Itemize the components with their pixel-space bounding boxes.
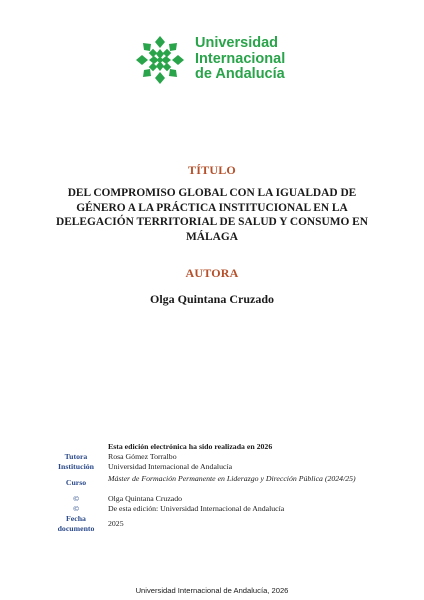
meta-value-fecha: 2025 [108,519,124,528]
title-label: TÍTULO [188,163,236,177]
thesis-title: DEL COMPROMISO GLOBAL CON LA IGUALDAD DE GÉNERO A LA PRÁCTICA INSTITUCIONAL EN LA DELEGACIÓN TERRITORIAL DE SALUD Y CONSUMO EN MÁLAGA [55,187,369,243]
meta-value-curso: Máster de Formación Permanente en Liderazgo y Dirección Pública (2024/25) [108,474,356,483]
author-label: AUTORA [185,266,239,280]
author-name: Olga Quintana Cruzado [149,292,275,306]
meta-value-copyright-edition: De esta edición: Universidad Internacional de Andalucía [108,504,285,513]
page-footer: Universidad Internacional de Andalucía, 2026 [135,586,289,595]
logo-line-3: de Andalucía [195,66,285,82]
university-name [195,36,285,83]
university-logo [134,33,294,85]
meta-key-fecha: Fecha documento [57,514,95,533]
meta-value-tutora: Rosa Gómez Torralbo [108,452,177,461]
meta-key-curso: Curso [65,478,87,487]
university-emblem-icon [134,34,186,86]
meta-key-copyright-edition: © [73,504,79,513]
meta-value-copyright-author: Olga Quintana Cruzado [108,494,183,503]
meta-key-institucion: Institución [58,462,94,471]
meta-key-copyright-author: © [73,494,79,503]
meta-value-institucion: Universidad Internacional de Andalucía [108,462,233,471]
logo-line-1: Universidad [195,35,278,51]
meta-key-tutora: Tutora [64,452,88,461]
edition-note: Esta edición electrónica ha sido realizada en 2026 [108,442,273,451]
logo-line-2: Internacional [195,50,286,67]
